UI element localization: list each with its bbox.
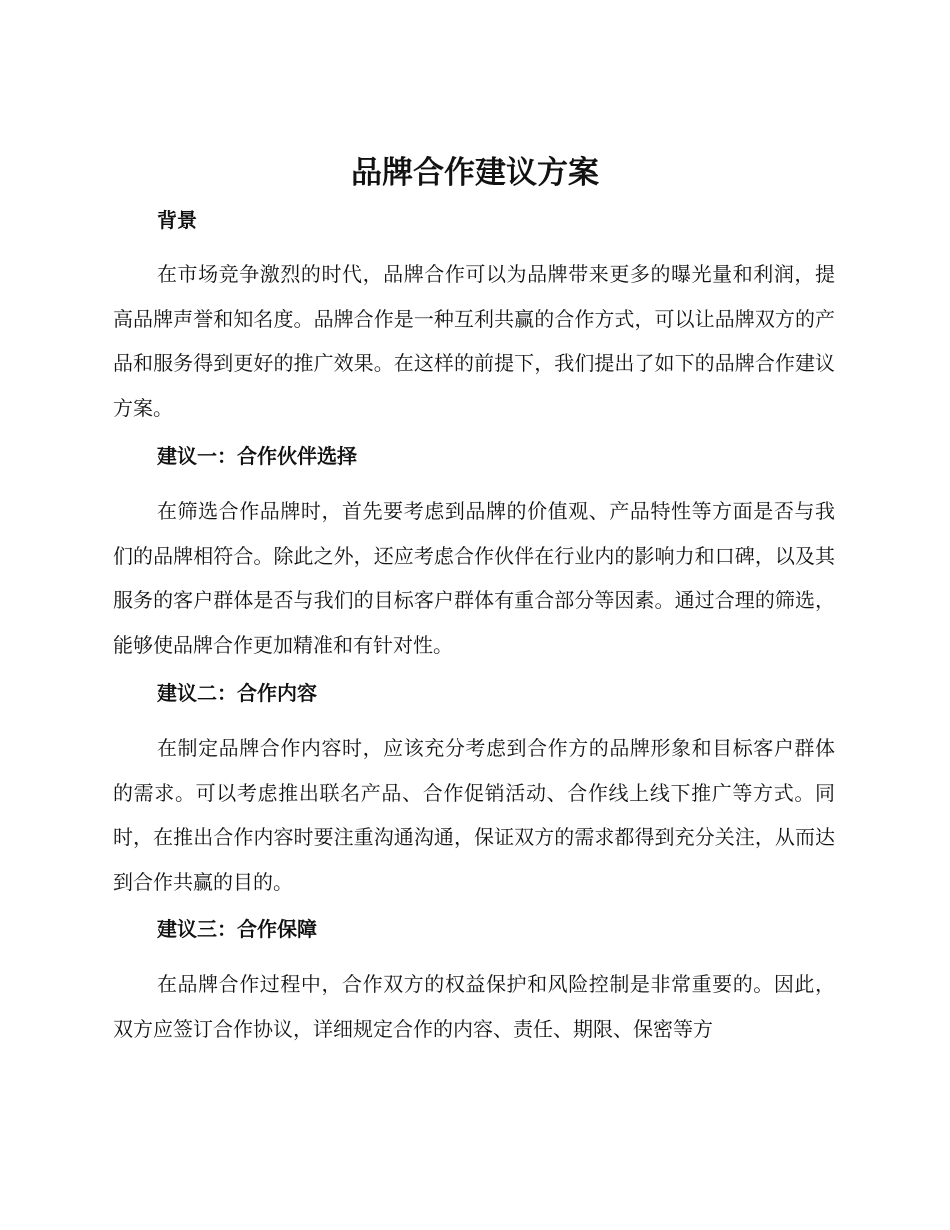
section-body-partner-selection: 在筛选合作品牌时，首先要考虑到品牌的价值观、产品特性等方面是否与我们的品牌相符合。除此之外，还应考虑合作伙伴在行业内的影响力和口碑，以及其服务的客户群体是否与我们的目标客户群体有重合部分等因素。通过合理的筛选，能够使品牌合作更加精准和有针对性。 <box>113 499 835 657</box>
section-heading-partner-selection: 建议一：合作伙伴选择 <box>157 444 357 468</box>
section-body-cooperation-content: 在制定品牌合作内容时，应该充分考虑到合作方的品牌形象和目标客户群体的需求。可以考虑推出联名产品、合作促销活动、合作线上线下推广等方式。同时，在推出合作内容时要注重沟通沟通，保证双方的需求都得到充分关注，从而达到合作共赢的目的。 <box>113 736 835 894</box>
section-heading-background: 背景 <box>157 208 197 232</box>
section-heading-cooperation-content: 建议二：合作内容 <box>157 681 317 705</box>
page-title: 品牌合作建议方案 <box>351 155 599 191</box>
section-body-background: 在市场竞争激烈的时代，品牌合作可以为品牌带来更多的曝光量和利润，提高品牌声誉和知名度。品牌合作是一种互利共赢的合作方式，可以让品牌双方的产品和服务得到更好的推广效果。在这样的前提下，我们提出了如下的品牌合作建议方案。 <box>113 262 835 420</box>
section-heading-cooperation-guarantee: 建议三：合作保障 <box>157 917 317 941</box>
section-body-cooperation-guarantee: 在品牌合作过程中，合作双方的权益保护和风险控制是非常重要的。因此，双方应签订合作协议，详细规定合作的内容、责任、期限、保密等方 <box>113 972 835 1041</box>
